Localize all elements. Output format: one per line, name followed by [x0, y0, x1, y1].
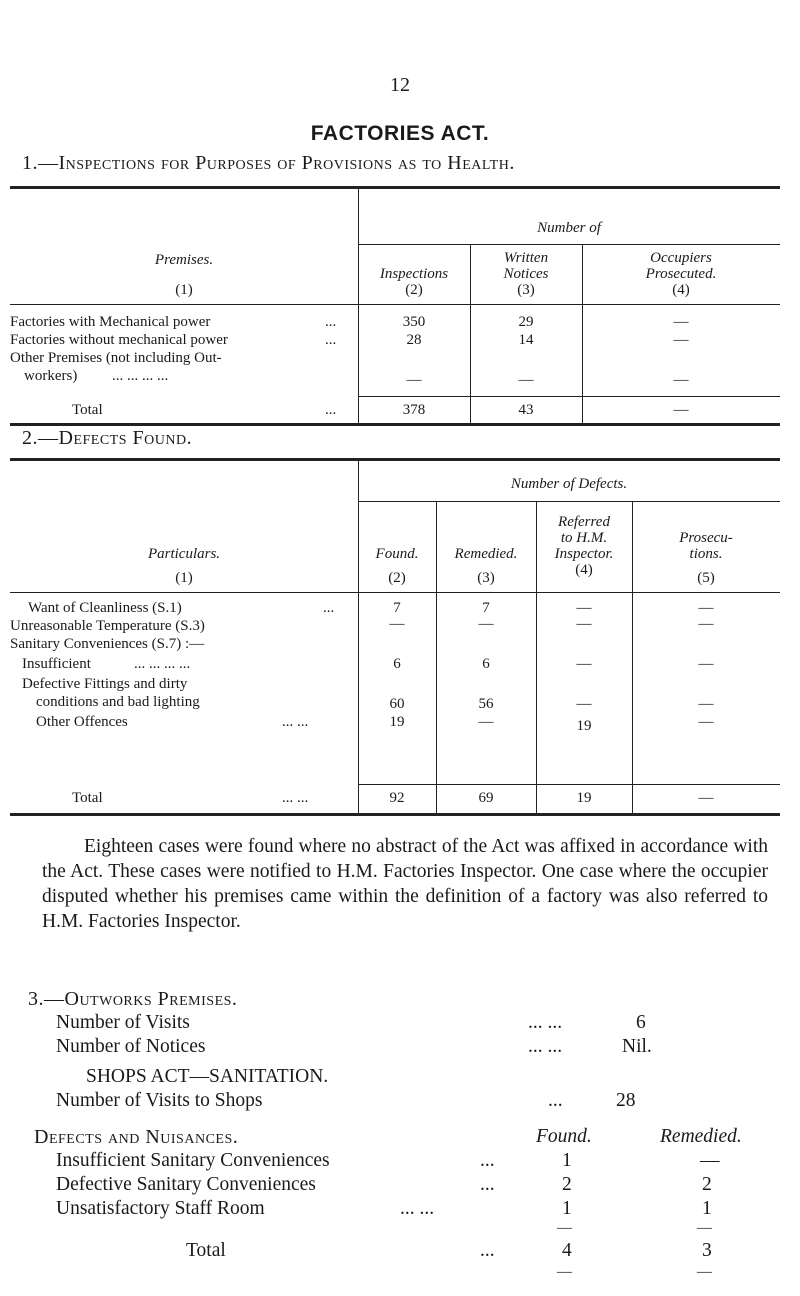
table2-cell: 6: [393, 656, 401, 672]
table2-cell: —: [576, 600, 592, 616]
table2-total-cell: 92: [389, 790, 405, 806]
table1-total-cell: 378: [402, 402, 426, 418]
notice-paragraph: Eighteen cases were found where no abstract of the Act was affixed in accordance with the Act. These cases were notified to H.M. Factories Inspector. One case where the occupier disputed whether his premises came within the definition of a factory was also referred to H.M. Factories Inspector.: [42, 836, 768, 932]
table2-cell: 56: [478, 696, 494, 712]
table1-col-inspections: Inspections: [379, 266, 449, 282]
shops-visits-dots: ...: [548, 1090, 563, 1111]
table2-col-inspector: Inspector.: [554, 546, 614, 562]
table2-col-remedied: Remedied.: [454, 546, 518, 562]
shops-title: SHOPS ACT—SANITATION.: [86, 1066, 329, 1087]
table2-col-found: Found.: [375, 546, 419, 562]
table1-total-rule: [358, 396, 780, 397]
defects-col-found: Found.: [536, 1126, 592, 1147]
table1-cell: 350: [402, 314, 426, 330]
table1-row-label: Factories without mechanical power: [10, 332, 228, 348]
table2-col-found-num: (2): [388, 570, 406, 586]
defects-rule-found: —: [557, 1220, 572, 1236]
table2-cell: —: [478, 616, 494, 632]
table1-col-prosecuted: Prosecuted.: [645, 266, 717, 282]
shops-visits-label: Number of Visits to Shops: [56, 1090, 263, 1111]
table2-bottom-rule: [10, 813, 780, 816]
defects-total-remedied: 3: [702, 1240, 712, 1261]
table2-group-rule: [358, 501, 780, 502]
table2-vline-1: [358, 458, 359, 814]
defects-row-dots: ... ...: [400, 1198, 435, 1219]
table1-col-occupiers: Occupiers: [650, 250, 712, 266]
table2-col-to-hm: to H.M.: [560, 530, 608, 546]
defects-total-label: Total: [186, 1240, 226, 1261]
table2-row-dots: ... ... ... ...: [134, 656, 191, 672]
table2-cell: —: [576, 656, 592, 672]
table2-cell: —: [389, 616, 405, 632]
table2-col-referred: Referred: [558, 514, 610, 530]
table2-row-dots: ...: [323, 600, 335, 616]
section3-title: 3.—Outworks Premises.: [28, 988, 238, 1010]
defects-row-label: Insufficient Sanitary Conveniences: [56, 1150, 330, 1171]
defects-row-remedied: 2: [702, 1174, 712, 1195]
table2-total-cell: 69: [478, 790, 494, 806]
table2-cell: 60: [389, 696, 405, 712]
table1-col-premises: Premises.: [154, 252, 214, 268]
table1-col-premises-num: (1): [175, 282, 193, 298]
table1-group-rule: [358, 244, 780, 245]
defects-rule-found-bottom: —: [557, 1264, 572, 1280]
table2-cell: 6: [482, 656, 490, 672]
table2-col-prosecu: Prosecu-: [679, 530, 733, 546]
table2-cell: —: [576, 696, 592, 712]
table1-row-dots: ... ... ... ...: [112, 368, 169, 384]
table1-col-inspections-num: (2): [405, 282, 423, 298]
table1-cell: —: [673, 332, 689, 348]
table2-cell: 7: [482, 600, 490, 616]
table1-col-prosecuted-num: (4): [672, 282, 690, 298]
table2-cell: 19: [576, 718, 592, 734]
table1-row-label: Other Premises (not including Out-: [10, 350, 222, 366]
defects-total-found: 4: [562, 1240, 572, 1261]
table2-total-cell: 19: [576, 790, 592, 806]
table1-cell: —: [673, 314, 689, 330]
table2-cell: 7: [393, 600, 401, 616]
table1-cell: 14: [518, 332, 534, 348]
table2-row-label: Insufficient: [22, 656, 91, 672]
section2-title: 2.—Defects Found.: [22, 427, 193, 449]
table1-row-dots: ...: [325, 332, 337, 348]
defects-row-label: Defective Sanitary Conveniences: [56, 1174, 316, 1195]
table2-cell: —: [698, 656, 714, 672]
table2-cell: —: [576, 616, 592, 632]
table2-col-particulars: Particulars.: [147, 546, 221, 562]
outworks-notices-value: Nil.: [622, 1036, 652, 1057]
defects-rule-remedied-bottom: —: [697, 1264, 712, 1280]
defects-row-label: Unsatisfactory Staff Room: [56, 1198, 265, 1219]
table1-row-label: Factories with Mechanical power: [10, 314, 211, 330]
table1-group-header: Number of: [537, 220, 601, 236]
outworks-notices-dots: ... ...: [528, 1036, 563, 1057]
table1-cell: —: [673, 372, 689, 388]
outworks-visits-dots: ... ...: [528, 1012, 563, 1033]
section1-title: 1.—Inspections for Purposes of Provisions as to Health.: [22, 152, 515, 174]
defects-row-dots: ...: [480, 1174, 495, 1195]
table2-row-label-cont: conditions and bad lighting: [36, 694, 200, 710]
table2-col-inspector-num: (4): [575, 562, 593, 578]
defects-row-dots: ...: [480, 1150, 495, 1171]
table2-group-header: Number of Defects.: [510, 476, 628, 492]
table2-col-tions: tions.: [689, 546, 723, 562]
table1-total-cell: 43: [518, 402, 534, 418]
table1-row-label-cont: workers): [24, 368, 78, 384]
table2-total-label: Total: [72, 790, 103, 806]
table2-row-label: Defective Fittings and dirty: [22, 676, 188, 692]
defects-row-found: 1: [562, 1198, 572, 1219]
table2-cell: —: [698, 696, 714, 712]
table2-row-dots: ... ...: [282, 714, 309, 730]
table2-total-dots: ... ...: [282, 790, 309, 806]
defects-title: Defects and Nuisances.: [34, 1126, 239, 1148]
table2-cell: 19: [389, 714, 405, 730]
table1-cell: 28: [406, 332, 422, 348]
table1-col-notices-num: (3): [517, 282, 535, 298]
table1-cell: 29: [518, 314, 534, 330]
table2-header-rule: [10, 592, 780, 593]
table2-total-cell: —: [698, 790, 714, 806]
table1-cell: —: [406, 372, 422, 388]
table2-cell: —: [478, 714, 494, 730]
table1-col-written: Written: [503, 250, 549, 266]
defects-col-remedied: Remedied.: [660, 1126, 742, 1147]
table1-total-dots: ...: [325, 402, 337, 418]
defects-row-found: 2: [562, 1174, 572, 1195]
table2-col-tions-num: (5): [697, 570, 715, 586]
defects-row-remedied: —: [700, 1150, 720, 1171]
table2-row-label: Other Offences: [36, 714, 128, 730]
page-number: 12: [390, 74, 410, 96]
table2-cell: —: [698, 616, 714, 632]
shops-visits-value: 28: [616, 1090, 636, 1111]
table1-col-notices: Notices: [503, 266, 549, 282]
table1-total-label: Total: [72, 402, 103, 418]
outworks-visits-label: Number of Visits: [56, 1012, 190, 1033]
defects-rule-remedied: —: [697, 1220, 712, 1236]
table1-header-rule: [10, 304, 780, 305]
outworks-visits-value: 6: [636, 1012, 646, 1033]
page-heading: FACTORIES ACT.: [310, 122, 490, 145]
table1-row-dots: ...: [325, 314, 337, 330]
table1-cell: —: [518, 372, 534, 388]
defects-total-dots: ...: [480, 1240, 495, 1261]
defects-row-found: 1: [562, 1150, 572, 1171]
table1-top-rule: [10, 186, 780, 189]
defects-row-remedied: 1: [702, 1198, 712, 1219]
table2-row-label: Want of Cleanliness (S.1): [28, 600, 182, 616]
table2-cell: —: [698, 600, 714, 616]
table1-total-cell: —: [673, 402, 689, 418]
table1-bottom-rule: [10, 423, 780, 426]
table2-col-remedied-num: (3): [477, 570, 495, 586]
table2-row-label: Unreasonable Temperature (S.3): [10, 618, 205, 634]
outworks-notices-label: Number of Notices: [56, 1036, 206, 1057]
table2-total-rule: [358, 784, 780, 785]
table2-top-rule: [10, 458, 780, 461]
table2-col-particulars-num: (1): [175, 570, 193, 586]
table2-row-label: Sanitary Conveniences (S.7) :—: [10, 636, 205, 652]
table2-cell: —: [698, 714, 714, 730]
